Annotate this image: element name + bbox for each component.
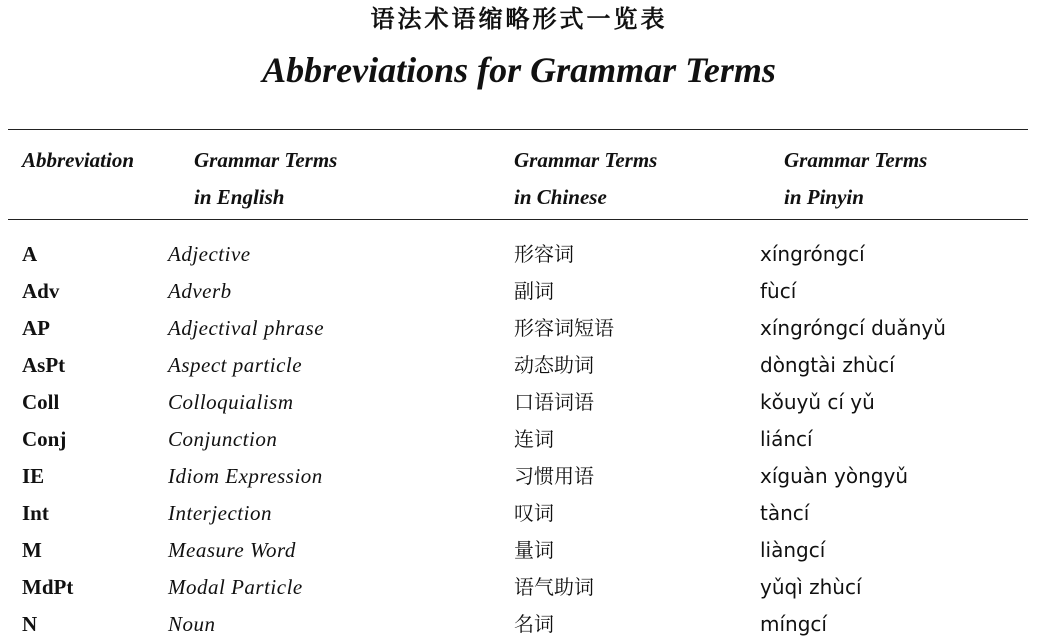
cell-english: Idiom Expression bbox=[168, 464, 323, 488]
table-row bbox=[0, 606, 1038, 643]
table-body bbox=[0, 236, 1038, 643]
cell-chinese: 动态助词 bbox=[514, 353, 594, 377]
cell-chinese: 口语词语 bbox=[514, 390, 594, 414]
cell-pinyin: xíguàn yòngyǔ bbox=[760, 464, 909, 488]
cell-english: Conjunction bbox=[168, 427, 278, 451]
table-row bbox=[0, 495, 1038, 532]
header-pinyin-line-2: in Pinyin bbox=[784, 185, 864, 209]
table-row bbox=[0, 421, 1038, 458]
cell-pinyin: tàncí bbox=[760, 501, 810, 525]
header-chinese-line-1: Grammar Terms bbox=[514, 148, 658, 172]
cell-abbreviation: MdPt bbox=[22, 575, 74, 599]
header-english-line-2: in English bbox=[194, 185, 285, 209]
cell-chinese: 量词 bbox=[514, 538, 554, 562]
table-header-rule bbox=[8, 219, 1028, 220]
page-title-chinese: 语法术语缩略形式一览表 bbox=[370, 5, 668, 33]
cell-abbreviation: A bbox=[22, 242, 38, 266]
cell-abbreviation: Coll bbox=[22, 390, 60, 414]
cell-pinyin: liàngcí bbox=[760, 538, 826, 562]
cell-pinyin: liáncí bbox=[760, 427, 813, 451]
cell-pinyin: xíngróngcí bbox=[760, 242, 865, 266]
cell-abbreviation: M bbox=[22, 538, 42, 562]
cell-abbreviation: Int bbox=[22, 501, 49, 525]
cell-pinyin: yǔqì zhùcí bbox=[760, 575, 862, 599]
cell-pinyin: fùcí bbox=[760, 279, 797, 303]
cell-pinyin: xíngróngcí duǎnyǔ bbox=[760, 316, 946, 340]
header-pinyin bbox=[784, 142, 927, 216]
table-row bbox=[0, 384, 1038, 421]
table-row bbox=[0, 273, 1038, 310]
table-row bbox=[0, 236, 1038, 273]
cell-english: Adjectival phrase bbox=[168, 316, 325, 340]
header-chinese-line-2: in Chinese bbox=[514, 185, 607, 209]
cell-chinese: 形容词短语 bbox=[514, 316, 614, 340]
cell-abbreviation: Adv bbox=[22, 279, 60, 303]
cell-english: Aspect particle bbox=[168, 353, 303, 377]
cell-abbreviation: AP bbox=[22, 316, 50, 340]
table-row bbox=[0, 458, 1038, 495]
cell-abbreviation: N bbox=[22, 612, 38, 636]
cell-chinese: 叹词 bbox=[514, 501, 554, 525]
header-english-line-1: Grammar Terms bbox=[194, 148, 338, 172]
header-english bbox=[194, 142, 337, 216]
table-row bbox=[0, 310, 1038, 347]
cell-english: Modal Particle bbox=[168, 575, 303, 599]
cell-pinyin: míngcí bbox=[760, 612, 827, 636]
cell-chinese: 形容词 bbox=[514, 242, 574, 266]
table-top-rule bbox=[8, 129, 1028, 130]
cell-english: Noun bbox=[168, 612, 216, 636]
cell-pinyin: dòngtài zhùcí bbox=[760, 353, 895, 377]
cell-english: Adverb bbox=[168, 279, 232, 303]
cell-english: Measure Word bbox=[168, 538, 296, 562]
cell-abbreviation: IE bbox=[22, 464, 45, 488]
cell-chinese: 连词 bbox=[514, 427, 554, 451]
cell-abbreviation: AsPt bbox=[22, 353, 66, 377]
table-row bbox=[0, 532, 1038, 569]
cell-abbreviation: Conj bbox=[22, 427, 67, 451]
page-title-english: Abbreviations for Grammar Terms bbox=[262, 50, 776, 90]
cell-english: Adjective bbox=[168, 242, 251, 266]
cell-chinese: 习惯用语 bbox=[514, 464, 594, 488]
cell-pinyin: kǒuyǔ cí yǔ bbox=[760, 390, 875, 414]
cell-chinese: 名词 bbox=[514, 612, 554, 636]
cell-chinese: 语气助词 bbox=[514, 575, 594, 599]
table-row bbox=[0, 569, 1038, 606]
table-row bbox=[0, 347, 1038, 384]
cell-english: Colloquialism bbox=[168, 390, 294, 414]
header-chinese bbox=[514, 142, 657, 216]
cell-english: Interjection bbox=[168, 501, 272, 525]
header-abbreviation: Abbreviation bbox=[22, 148, 135, 172]
header-pinyin-line-1: Grammar Terms bbox=[784, 148, 928, 172]
cell-chinese: 副词 bbox=[514, 279, 554, 303]
